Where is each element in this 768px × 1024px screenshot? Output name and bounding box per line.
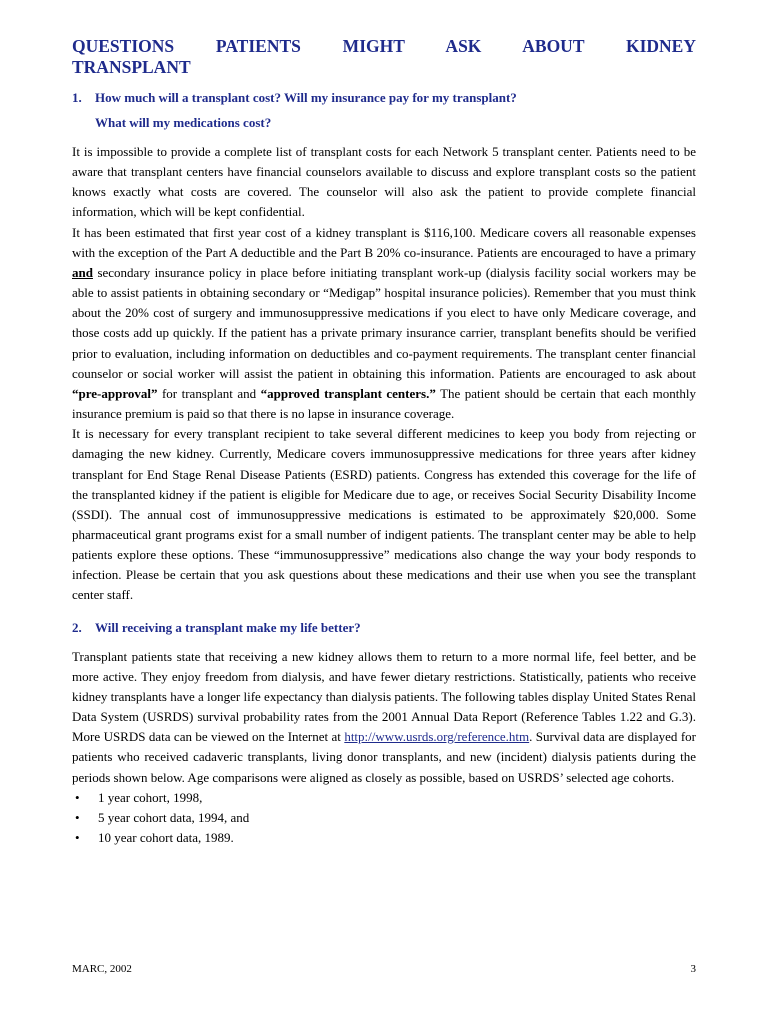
question-1-line-1: How much will a transplant cost? Will my insurance pay for my transplant? [95,90,517,105]
q1-paragraph-medications: It is necessary for every transplant recipient to take several different medicines to keep you body from rejecting or damaging the new kidney. Currently, Medicare covers immunosuppressive medications for three years after kidney transplant for End Stage Renal Disease Patients (ESRD) patients. Congress has extended this coverage for the life of the transplanted kidney if the patient is eligible for Medicare due to age, or receives Social Security Disability Income (SSDI). The annual cost of immunosuppressive medications is estimated to be approximately $20,000. Some pharmaceutical grant programs exist for a small number of indigent patients. The transplant center may be able to help patients explore these options. These “immunosuppressive” medications also change the way your body responds to infection. Please be certain that you ask questions about these medications and their use when you see the transplant center staff. [72,426,696,603]
question-2-section [72,618,696,849]
document-title [72,36,696,57]
list-item [72,808,696,828]
document-title-line-2 [72,57,696,78]
bullet-icon: • [75,789,80,805]
page-footer [72,962,696,976]
q1-paragraph-insurance [72,223,696,425]
page-number: 3 [690,963,696,975]
q1-para2-part-a: It has been estimated that first year cost of a kidney transplant is $116,100. Medicare covers all reasonable expenses with the exception of the Part A deductible and the Part B 20% co-insurance. Patients are encouraged to have a primary [72,224,696,260]
bullet-icon: • [75,809,80,825]
q1-para2-approved-centers: “approved transplant centers.” [260,385,436,401]
usrds-reference-link[interactable]: http://www.usrds.org/reference.htm [344,729,530,745]
q1-para2-part-c: for transplant and [157,385,261,401]
q1-para2-part-d: The patient should be certain that each monthly insurance premium is paid so that there is no lapse in insurance coverage. [72,385,696,422]
title-line-2: TRANSPLANT [72,57,191,77]
list-item [72,788,696,808]
cohort-item-label: 5 year cohort data, 1994, and [98,809,250,825]
question-1-line-2: What will my medications cost? [95,115,272,130]
q2-para1-part-a: Transplant patients state that receiving a new kidney allows them to return to a more normal life, feel better, and be more active. They enjoy freedom from dialysis, and have fewer dietary restrictions. Statistically, patients who receive kidney transplants have a longer life expectancy than dialysis patients. The following tables display United States Renal Data System (USRDS) survival probability rates from the 2001 Annual Data Report (Reference Tables 1.22 and G.3). More USRDS data can be viewed on the Internet at [72,648,696,745]
question-2-number: 2. [72,619,82,635]
cohort-item-label: 10 year cohort data, 1989. [98,830,234,845]
question-1-heading [72,88,696,108]
question-1-subheading [72,113,696,133]
q2-paragraph-survival [72,647,696,788]
footer-left-text: MARC, 2002 [72,963,132,975]
question-2-heading [72,618,696,638]
list-item [72,828,696,848]
q1-para2-part-b: secondary insurance policy in place before initiating transplant work-up (dialysis facility social workers may be able to assist patients in obtaining secondary or “Medigap” hospital insurance policies). Remember that you must think about the 20% cost of surgery and immunosuppressive medications if you elect to have only Medicare coverage, and those costs add up quickly. If the patient has a private primary insurance carrier, transplant benefits should be verified prior to evaluation, including information on deductibles and co-payment requirements. The transplant center financial counselor or social worker will assist the patient in obtaining this information. Patients are encouraged to ask about [72,264,696,381]
bullet-icon: • [75,830,80,845]
cohort-item-label: 1 year cohort, 1998, [98,789,203,805]
question-1-number: 1. [72,90,82,105]
cohort-list [72,788,696,848]
title-line-1: QUESTIONS PATIENTS MIGHT ASK ABOUT KIDNEY [72,36,696,56]
q1-paragraph-costs: It is impossible to provide a complete list of transplant costs for each Network 5 transplant center. Patients need to be aware that transplant centers have financial counselors available to discuss and explore transplant costs so the patient knows exactly what costs are covered. The counselor will also ask the patient to provide complete financial information, which will be kept confidential. [72,144,696,220]
q1-para2-and-emphasis: and [72,264,93,280]
q2-para1-part-b: . Survival data are displayed for patients who received cadaveric transplants, living donor transplants, and new (incident) dialysis patients during the periods shown below. Age comparisons were aligned as closely as possible, based on USRDS’ selected age cohorts. [72,729,696,785]
question-1-section [72,88,696,606]
question-2-line-1: Will receiving a transplant make my life better? [95,619,361,635]
q1-para2-pre-approval: “pre-approval” [72,385,158,401]
